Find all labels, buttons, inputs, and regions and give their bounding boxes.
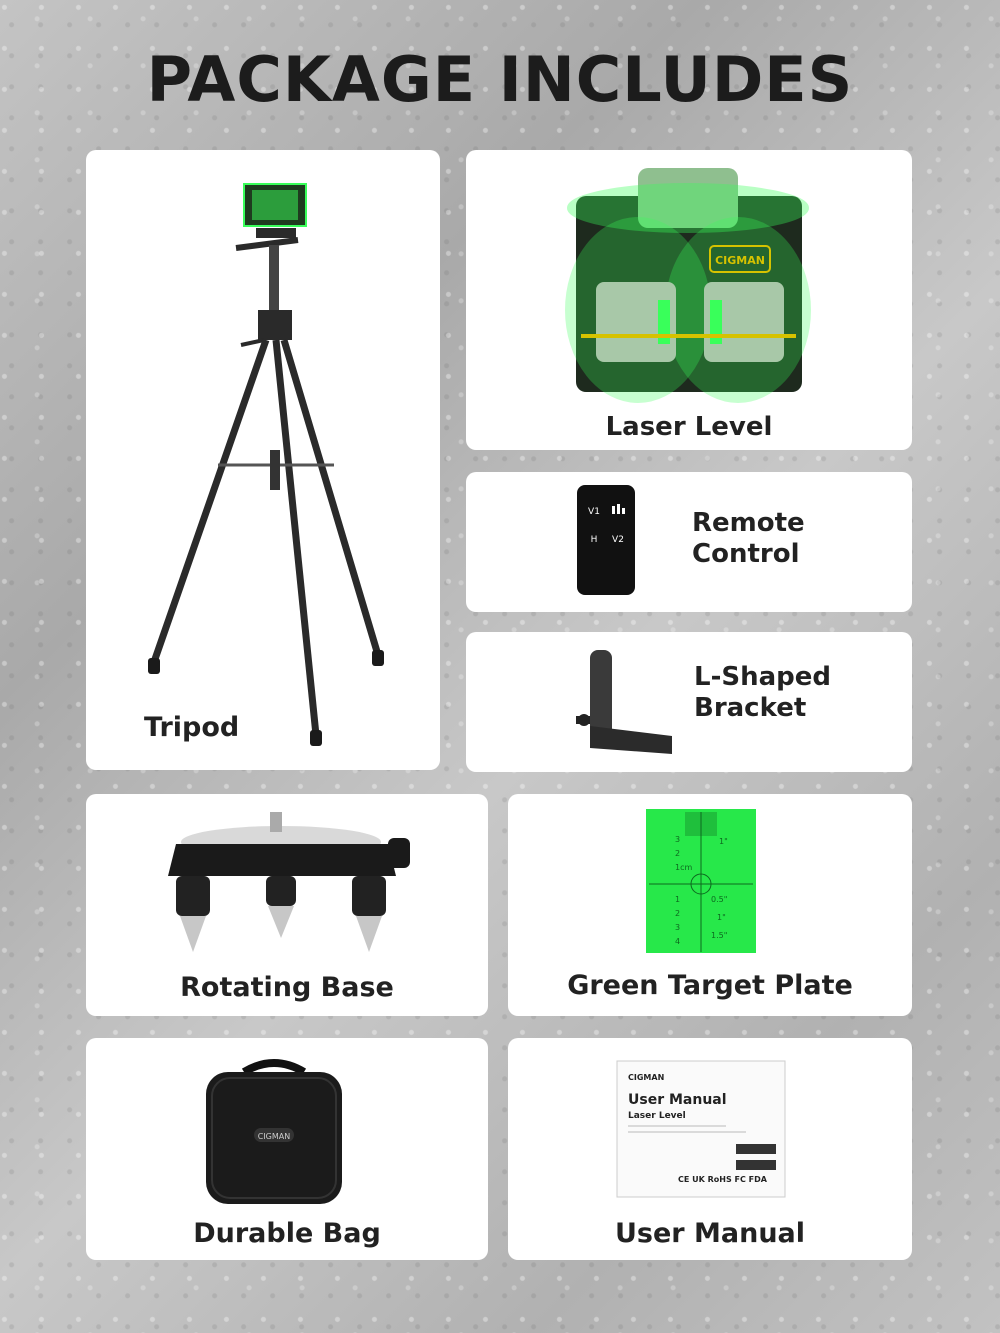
target-mark: 1 (675, 895, 681, 904)
page-title: PACKAGE INCLUDES (146, 43, 854, 116)
user-manual-label: User Manual (614, 1218, 806, 1249)
tripod-card (86, 150, 440, 770)
target-mark: 0.5" (711, 895, 728, 904)
manual-certs: CE UK RoHS FC FDA (678, 1175, 767, 1184)
user-manual-image (616, 1060, 786, 1198)
l-bracket-card (466, 632, 912, 772)
durable-bag-image (204, 1056, 344, 1206)
target-mark: 2 (675, 909, 681, 918)
laser-level-logo: CIGMAN (715, 254, 765, 267)
manual-doc-subtitle: Laser Level (628, 1111, 686, 1121)
target-mark: 1cm (675, 863, 693, 872)
tripod-label: Tripod (144, 712, 240, 743)
rotating-base-label: Rotating Base (180, 972, 394, 1003)
target-mark: 2 (675, 849, 681, 858)
remote-button-v2: V2 (612, 535, 624, 545)
target-mark: 3 (675, 835, 681, 844)
remote-control-label: Remote Control (692, 508, 805, 569)
laser-level-label: Laser Level (605, 412, 773, 442)
l-bracket-label: L-Shaped Bracket (694, 662, 831, 723)
tripod-image (86, 150, 440, 770)
durable-bag-card (86, 1038, 488, 1260)
target-mark: 1.5" (711, 931, 728, 940)
durable-bag-label: Durable Bag (193, 1218, 381, 1249)
target-mark: 1" (719, 837, 728, 846)
laser-level-image (466, 150, 912, 410)
remote-button-h: H (590, 535, 598, 545)
target-plate-card (508, 794, 912, 1016)
target-plate-image (645, 808, 757, 954)
target-plate-label: Green Target Plate (567, 970, 853, 1001)
laser-level-card (466, 150, 912, 450)
l-bracket-image (572, 646, 682, 758)
user-manual-card (508, 1038, 912, 1260)
manual-logo: CIGMAN (628, 1073, 665, 1082)
target-mark: 3 (675, 923, 681, 932)
rotating-base-card (86, 794, 488, 1016)
remote-control-image (576, 484, 636, 596)
remote-control-card (466, 472, 912, 612)
manual-doc-title: User Manual (628, 1092, 727, 1108)
target-mark: 4 (675, 937, 681, 946)
durable-bag-logo: CIGMAN (257, 1132, 291, 1141)
target-mark: 1" (717, 913, 726, 922)
rotating-base-image (156, 804, 416, 964)
remote-button-v1: V1 (588, 507, 600, 517)
